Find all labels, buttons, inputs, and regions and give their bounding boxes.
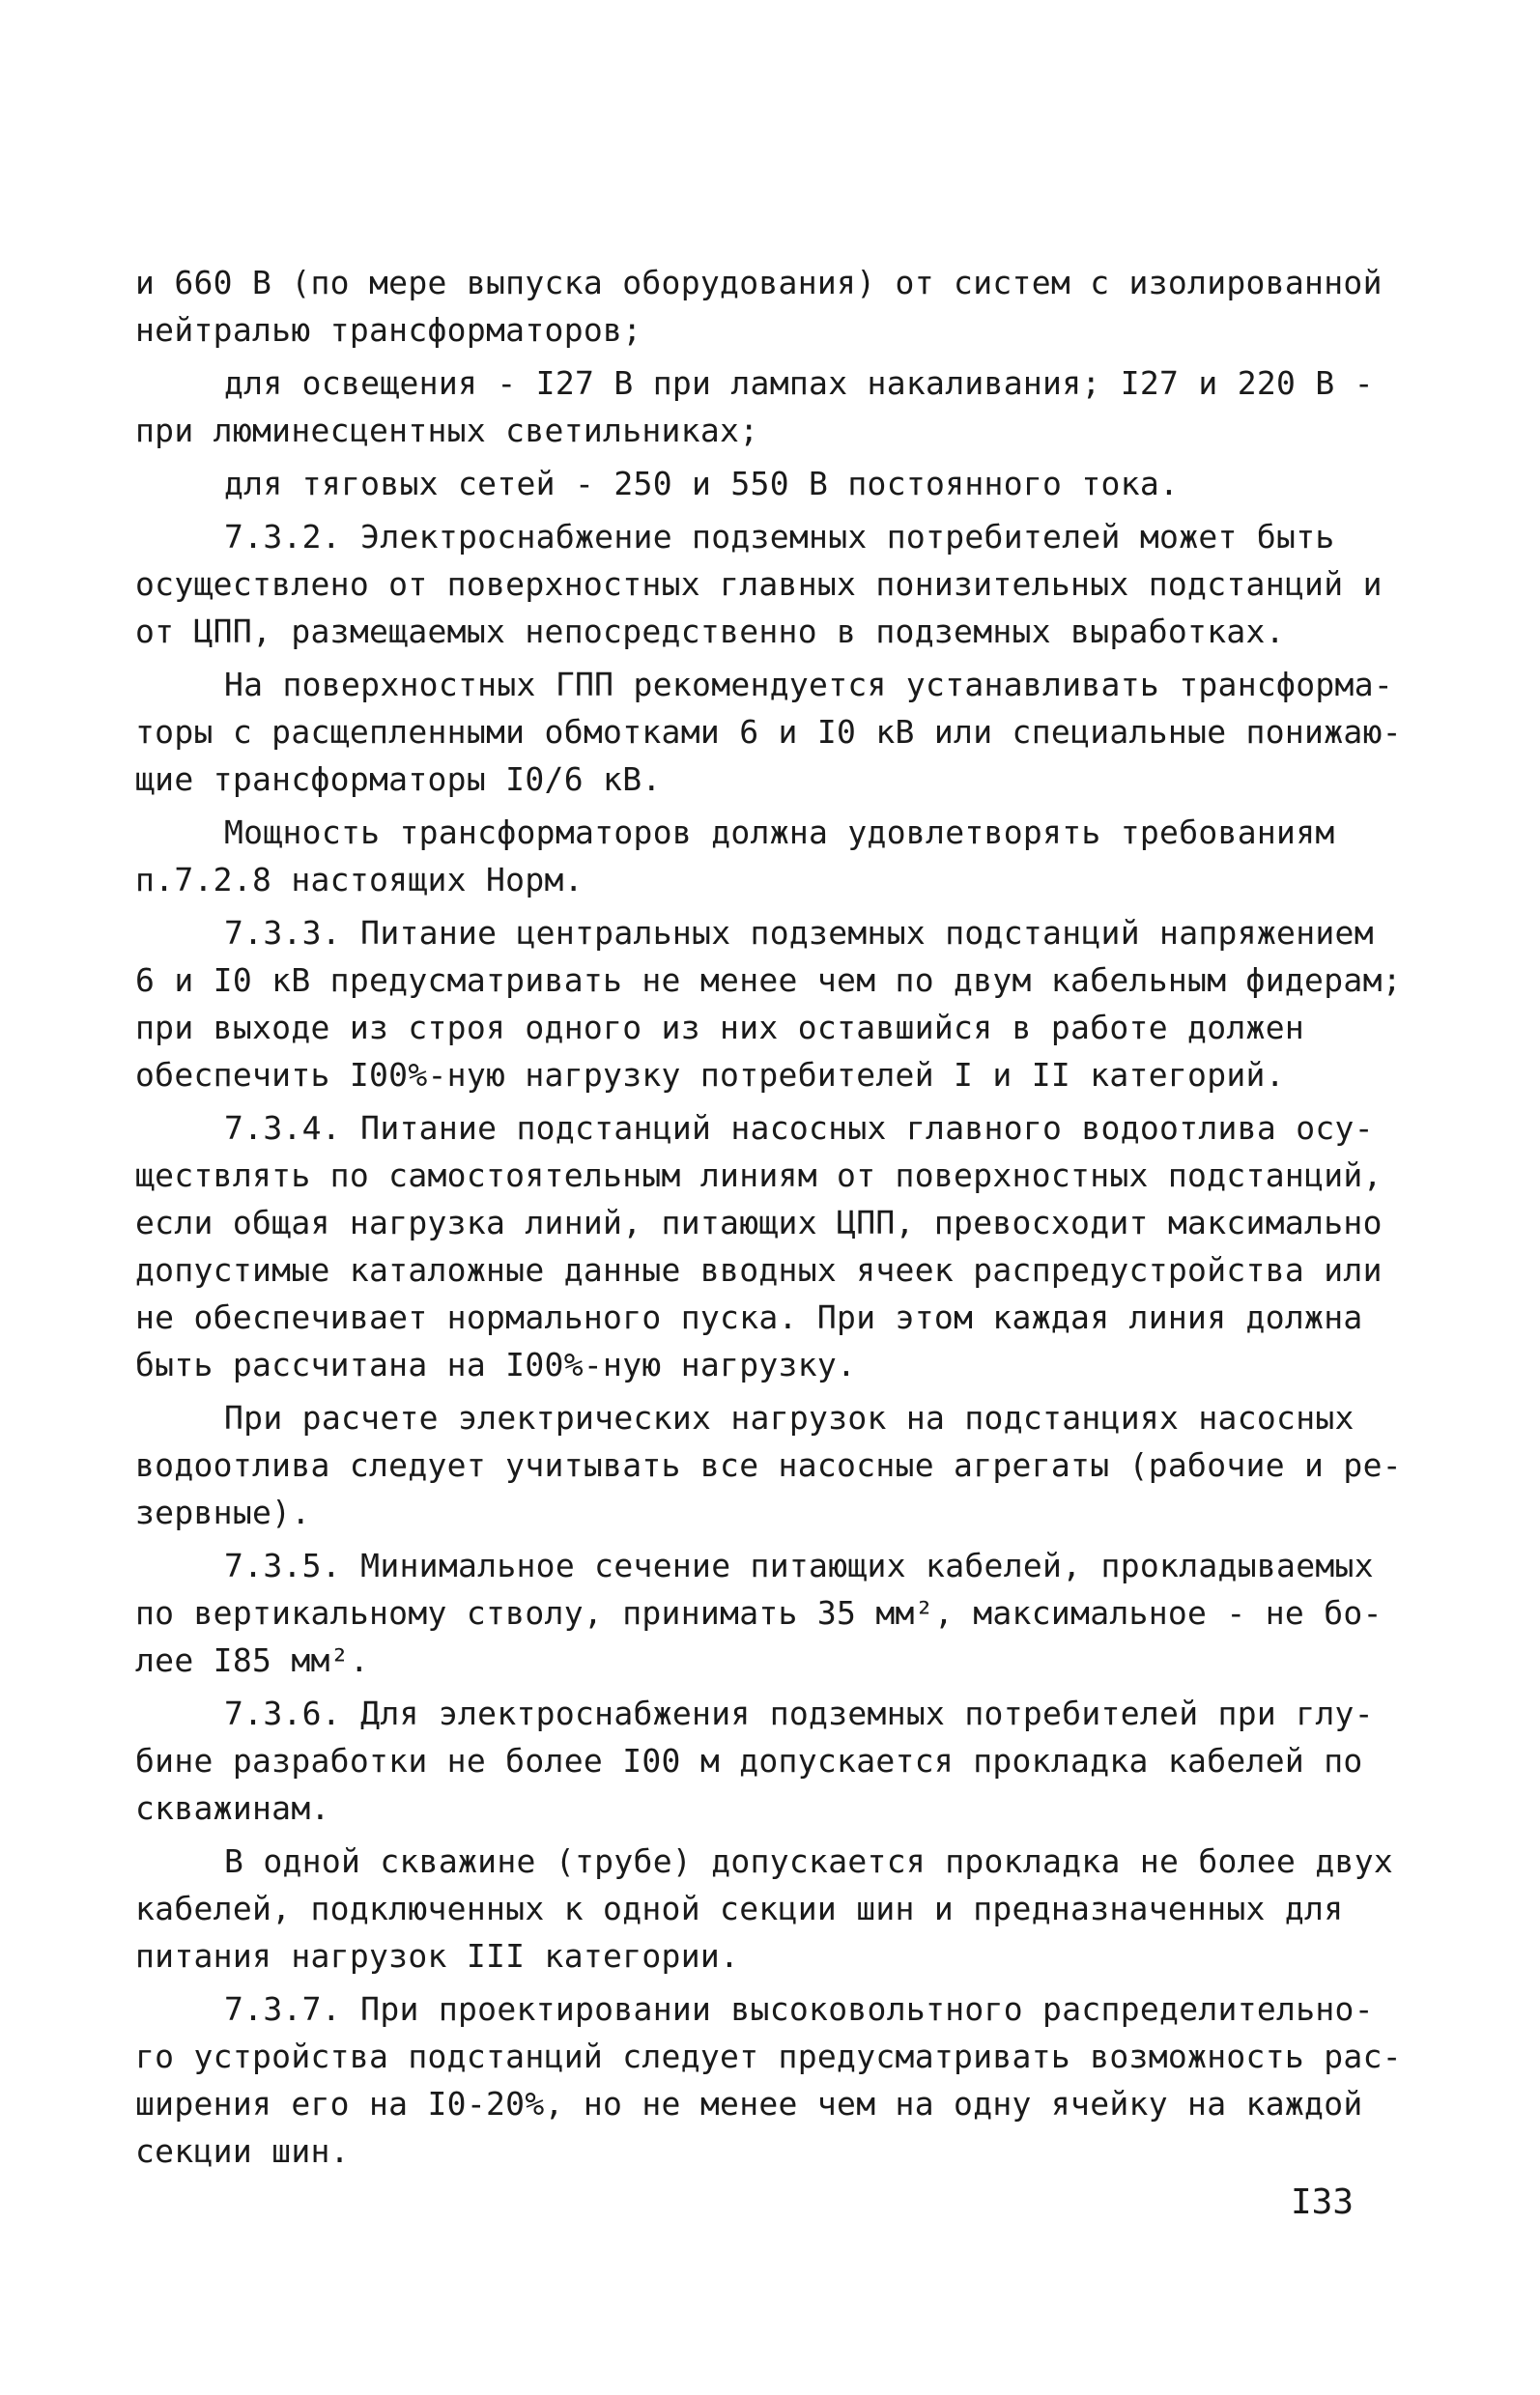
text-line: допустимые каталожные данные вводных ячеек распредустройства или	[135, 1251, 1383, 1289]
text-line: скважинам.	[135, 1789, 330, 1827]
text-line: не обеспечивает нормального пуска. При этом каждая линия должна	[135, 1298, 1363, 1336]
text-line: кабелей, подключенных к одной секции шин и предназначенных для	[135, 1890, 1344, 1927]
text-line: торы с расщепленными обмотками 6 и I0 кВ или специальные понижаю-	[135, 713, 1402, 751]
text-line: На поверхностных ГПП рекомендуется устанавливать трансформа-	[224, 666, 1394, 703]
text-line: если общая нагрузка линий, питающих ЦПП, превосходит максимально	[135, 1204, 1383, 1241]
text-line: ществлять по самостоятельным линиям от поверхностных подстанций,	[135, 1156, 1383, 1194]
text-line: 7.3.3. Питание центральных подземных подстанций напряжением	[224, 914, 1374, 952]
text-line: го устройства подстанций следует предусматривать возможность рас-	[135, 2038, 1402, 2075]
text-line: питания нагрузок III категории.	[135, 1937, 740, 1975]
text-line: При расчете электрических нагрузок на подстанциях насосных	[224, 1399, 1355, 1437]
text-line: для освещения - I27 В при лампах накаливания; I27 и 220 В -	[224, 364, 1374, 402]
text-line: 7.3.7. При проектировании высоковольтного распределительно-	[224, 1990, 1374, 2028]
text-line: при выходе из строя одного из них оставшийся в работе должен	[135, 1009, 1305, 1046]
page-number: I33	[1291, 2182, 1355, 2222]
text-line: осуществлено от поверхностных главных понизительных подстанций и	[135, 565, 1383, 603]
text-line: и 660 В (по мере выпуска оборудования) от систем с изолированной	[135, 264, 1383, 301]
text-line: Мощность трансформаторов должна удовлетворять требованиям	[224, 813, 1335, 851]
text-line: 7.3.2. Электроснабжение подземных потребителей может быть	[224, 518, 1335, 556]
text-line: 6 и I0 кВ предусматривать не менее чем по двум кабельным фидерам;	[135, 961, 1402, 999]
text-line: обеспечить I00%-ную нагрузку потребителей I и II категорий.	[135, 1056, 1285, 1094]
text-line: зервные).	[135, 1494, 311, 1531]
text-line: секции шин.	[135, 2132, 350, 2170]
text-line: лее I85 мм².	[135, 1641, 370, 1679]
text-line: бине разработки не более I00 м допускается прокладка кабелей по	[135, 1742, 1363, 1780]
text-line: ширения его на I0-20%, но не менее чем на одну ячейку на каждой	[135, 2085, 1363, 2123]
text-line: В одной скважине (трубе) допускается прокладка не более двух	[224, 1842, 1394, 1880]
text-line: нейтралью трансформаторов;	[135, 311, 642, 349]
text-line: щие трансформаторы I0/6 кВ.	[135, 760, 662, 798]
text-line: по вертикальному стволу, принимать 35 мм², максимальное - не бо-	[135, 1594, 1383, 1632]
text-line: быть рассчитана на I00%-ную нагрузку.	[135, 1346, 857, 1383]
text-line: от ЦПП, размещаемых непосредственно в подземных выработках.	[135, 613, 1285, 650]
text-line: водоотлива следует учитывать все насосные агрегаты (рабочие и ре-	[135, 1446, 1402, 1484]
text-line: 7.3.5. Минимальное сечение питающих кабелей, прокладываемых	[224, 1547, 1374, 1584]
text-line: для тяговых сетей - 250 и 550 В постоянного тока.	[224, 465, 1180, 502]
text-line: п.7.2.8 настоящих Норм.	[135, 861, 584, 898]
body-text	[135, 259, 1402, 2175]
text-line: 7.3.6. Для электроснабжения подземных потребителей при глу-	[224, 1695, 1374, 1732]
text-line: при люминесцентных светильниках;	[135, 412, 759, 449]
text-line: 7.3.4. Питание подстанций насосных главного водоотлива осу-	[224, 1109, 1374, 1147]
